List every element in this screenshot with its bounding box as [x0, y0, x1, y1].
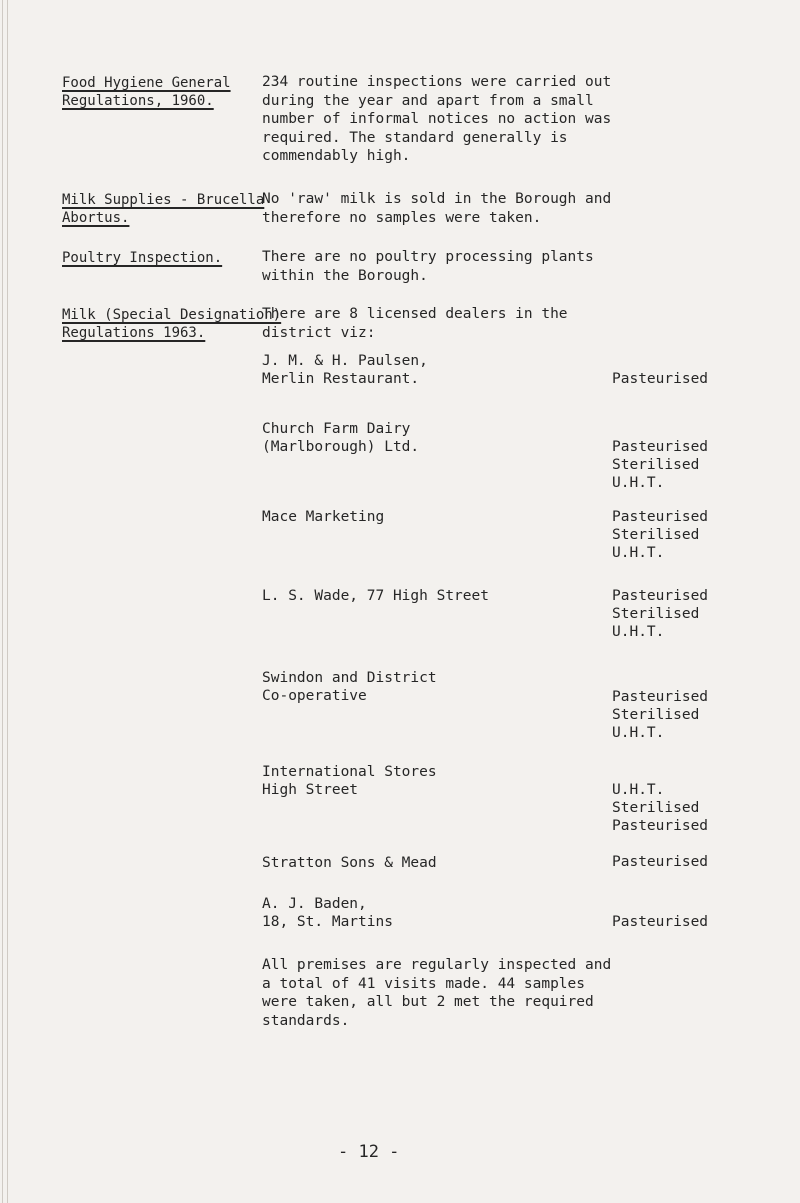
dealer-name: J. M. & H. Paulsen, Merlin Restaurant.: [262, 353, 428, 387]
dealer-milk-types: Pasteurised Sterilised U.H.T.: [612, 689, 709, 741]
heading-milk-special-designation: Milk (Special Designation) Regulations 1963.: [62, 307, 282, 341]
dealer-name: L. S. Wade, 77 High Street: [262, 588, 489, 604]
dealer-name: Stratton Sons & Mead: [262, 855, 437, 871]
paragraph-licensed-dealers: There are 8 licensed dealers in the district viz:: [262, 306, 568, 341]
dealer-name: A. J. Baden, 18, St. Martins: [262, 896, 393, 930]
dealer-milk-types: Pasteurised Sterilised U.H.T.: [612, 439, 709, 491]
dealer-name: International Stores High Street: [262, 764, 437, 798]
paragraph-food-hygiene: 234 routine inspections were carried out during the year and apart from a small number of informal notices no action was required. The standard generally is commendably high.: [262, 74, 612, 164]
page-edge: [2, 0, 3, 1203]
dealer-name: Church Farm Dairy (Marlborough) Ltd.: [262, 421, 420, 455]
paragraph-poultry-inspection: There are no poultry processing plants within the Borough.: [262, 249, 594, 284]
dealer-milk-types: Pasteurised Sterilised U.H.T.: [612, 509, 709, 561]
dealer-name: Mace Marketing: [262, 509, 385, 525]
dealer-milk-types: Pasteurised: [612, 854, 709, 870]
heading-poultry-inspection: Poultry Inspection.: [62, 250, 223, 266]
heading-food-hygiene: Food Hygiene General Regulations, 1960.: [62, 75, 231, 109]
dealer-milk-types: Pasteurised: [612, 914, 709, 930]
dealer-name: Swindon and District Co-operative: [262, 670, 437, 704]
paragraph-summary: All premises are regularly inspected and a total of 41 visits made. 44 samples were taken, all but 2 met the required standards.: [262, 957, 612, 1029]
dealer-milk-types: Pasteurised Sterilised U.H.T.: [612, 588, 709, 640]
heading-milk-supplies: Milk Supplies - Brucella Abortus.: [62, 192, 265, 226]
page-edge: [7, 0, 8, 1203]
dealer-milk-types: U.H.T. Sterilised Pasteurised: [612, 782, 709, 834]
page-number: - 12 -: [338, 1142, 400, 1162]
dealer-milk-types: Pasteurised: [612, 371, 709, 387]
paragraph-milk-supplies: No 'raw' milk is sold in the Borough and therefore no samples were taken.: [262, 191, 612, 226]
